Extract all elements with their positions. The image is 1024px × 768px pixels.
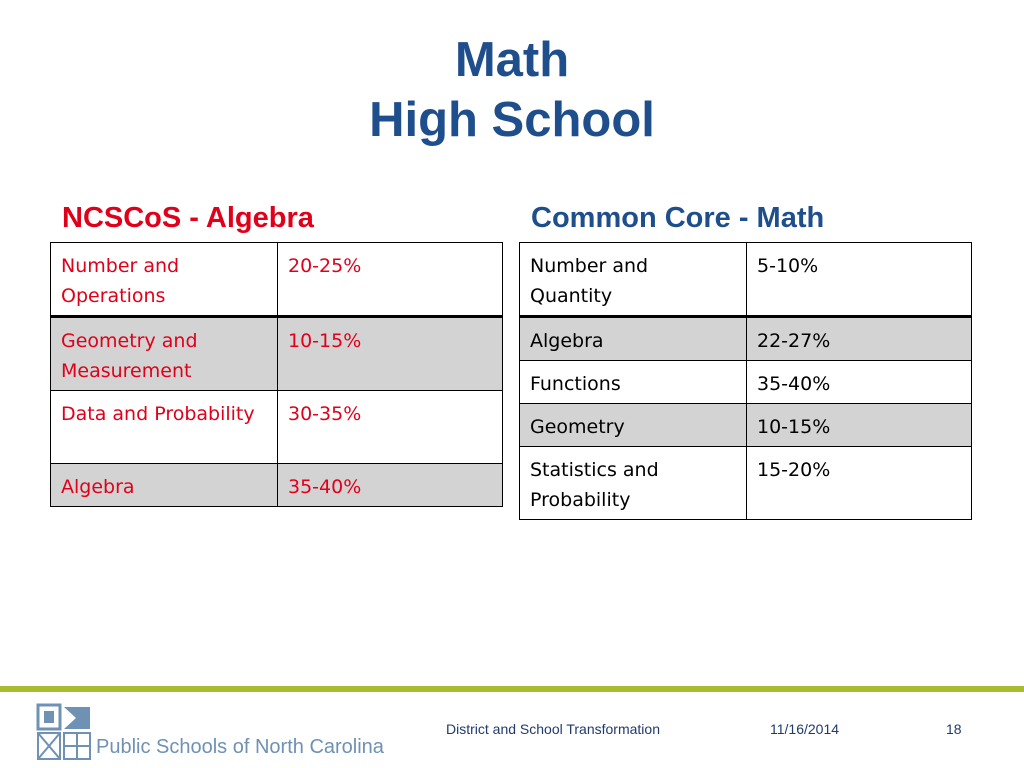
percent-cell: 35-40% — [747, 361, 972, 404]
percent-cell: 10-15% — [278, 317, 503, 391]
area-cell: Statistics and Probability — [520, 447, 747, 520]
table-row — [520, 243, 972, 317]
table-row — [520, 447, 972, 520]
percent-cell: 5-10% — [747, 243, 972, 317]
table-row — [520, 404, 972, 447]
percent-cell: 30-35% — [278, 391, 503, 464]
table-row — [51, 317, 503, 391]
nc-seal-icon — [36, 703, 92, 761]
common-core-heading: Common Core - Math — [531, 202, 825, 234]
title-line-1: Math — [454, 33, 570, 87]
percent-cell: 10-15% — [747, 404, 972, 447]
slide-title — [0, 30, 1024, 150]
footer-page-number: 18 — [946, 721, 962, 737]
logo-text: Public Schools of North Carolina — [96, 736, 384, 758]
percent-cell: 35-40% — [278, 464, 503, 507]
common-core-table — [519, 242, 972, 520]
area-cell: Algebra — [51, 464, 278, 507]
area-cell: Number and Quantity — [520, 243, 747, 317]
ncscos-table — [50, 242, 503, 507]
table-row — [51, 391, 503, 464]
percent-cell: 15-20% — [747, 447, 972, 520]
percent-cell: 22-27% — [747, 317, 972, 361]
table-row — [520, 361, 972, 404]
footer-divider — [0, 686, 1024, 692]
title-line-2: High School — [369, 93, 655, 147]
percent-cell: 20-25% — [278, 243, 503, 317]
footer-title: District and School Transformation — [446, 721, 660, 737]
table-row — [520, 317, 972, 361]
area-cell: Functions — [520, 361, 747, 404]
area-cell: Number and Operations — [51, 243, 278, 317]
area-cell: Geometry and Measurement — [51, 317, 278, 391]
ncscos-heading: NCSCoS - Algebra — [62, 202, 314, 234]
area-cell: Algebra — [520, 317, 747, 361]
table-row — [51, 243, 503, 317]
area-cell: Geometry — [520, 404, 747, 447]
table-row — [51, 464, 503, 507]
footer-date: 11/16/2014 — [770, 721, 840, 737]
area-cell: Data and Probability — [51, 391, 278, 464]
